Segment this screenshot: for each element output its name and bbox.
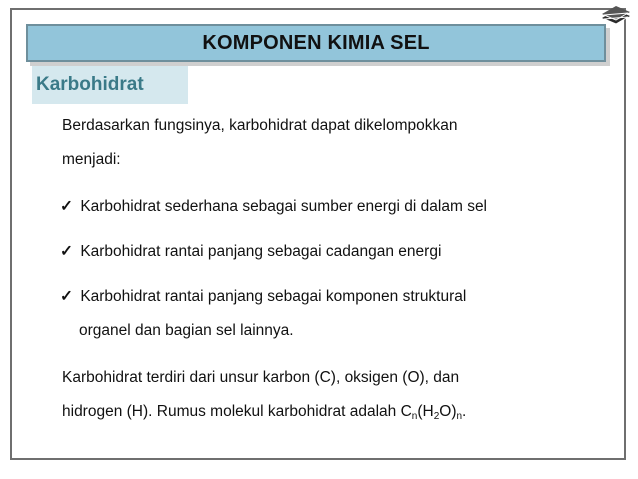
closing-line-2 [62, 404, 466, 420]
checkmark-icon: ✓ [60, 243, 73, 260]
checkmark-icon: ✓ [60, 288, 73, 305]
section-heading: Karbohidrat [36, 74, 144, 95]
checkmark-icon: ✓ [60, 198, 73, 215]
title-bar [26, 24, 606, 62]
formula-subscript: 2 [433, 411, 440, 422]
closing-text: hidrogen (H). Rumus molekul karbohidrat adalah C [62, 403, 412, 420]
bullet-text: Karbohidrat rantai panjang sebagai komponen struktural [80, 288, 467, 305]
formula-subscript: n [456, 411, 463, 422]
intro-line-1: Berdasarkan fungsinya, karbohidrat dapat dikelompokkan [62, 117, 458, 134]
closing-line-1: Karbohidrat terdiri dari unsur karbon (C), oksigen (O), dan [62, 369, 460, 386]
section-tab [32, 66, 188, 104]
bullet-item [60, 244, 441, 260]
formula-end: . [462, 403, 467, 420]
bullet-text: Karbohidrat sederhana sebagai sumber energi di dalam sel [80, 198, 488, 215]
formula-subscript: n [411, 411, 418, 422]
formula-part: O) [439, 403, 457, 420]
bullet-item [60, 199, 487, 215]
bullet-continuation: organel dan bagian sel lainnya. [79, 322, 294, 339]
intro-line-2: menjadi: [62, 151, 121, 168]
formula-part: (H [417, 403, 434, 420]
bullet-item [60, 289, 466, 305]
page-title: KOMPONEN KIMIA SEL [202, 31, 430, 54]
bullet-text: Karbohidrat rantai panjang sebagai cadangan energi [80, 243, 442, 260]
